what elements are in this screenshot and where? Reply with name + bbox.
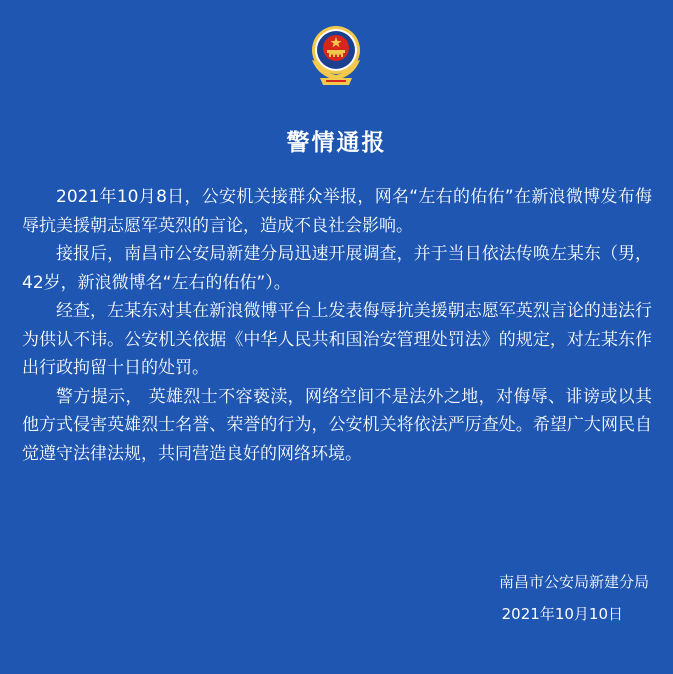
police-emblem-icon: [302, 20, 370, 88]
signature-date: 2021年10月10日: [501, 605, 623, 623]
signature-organization: 南昌市公安局新建分局: [498, 573, 649, 591]
notice-body: [22, 183, 652, 468]
notice-paragraph: 2021年10月8日，公安机关接群众举报，网名“左右的佑佑”在新浪微博发布侮辱抗美援朝志愿军英烈的言论，造成不良社会影响。: [22, 187, 652, 236]
notice-paragraph: 警方提示， 英雄烈士不容亵渎，网络空间不是法外之地，对侮辱、诽谤或以其他方式侵害英雄烈士名誉、荣誉的行为，公安机关将依法严厉查处。希望广大网民自觉遵守法律法规，共同营造良好的网络环境。: [22, 386, 652, 464]
notice-title: 警情通报: [286, 130, 387, 156]
notice-paragraph: 接报后，南昌市公安局新建分局迅速开展调查，并于当日依法传唤左某东（男，42岁，新浪微博名“左右的佑佑”）。: [22, 244, 652, 293]
notice-paragraph: 经查，左某东对其在新浪微博平台上发表侮辱抗美援朝志愿军英烈言论的违法行为供认不讳。公安机关依据《中华人民共和国治安管理处罚法》的规定，对左某东作出行政拘留十日的处罚。: [22, 301, 652, 378]
